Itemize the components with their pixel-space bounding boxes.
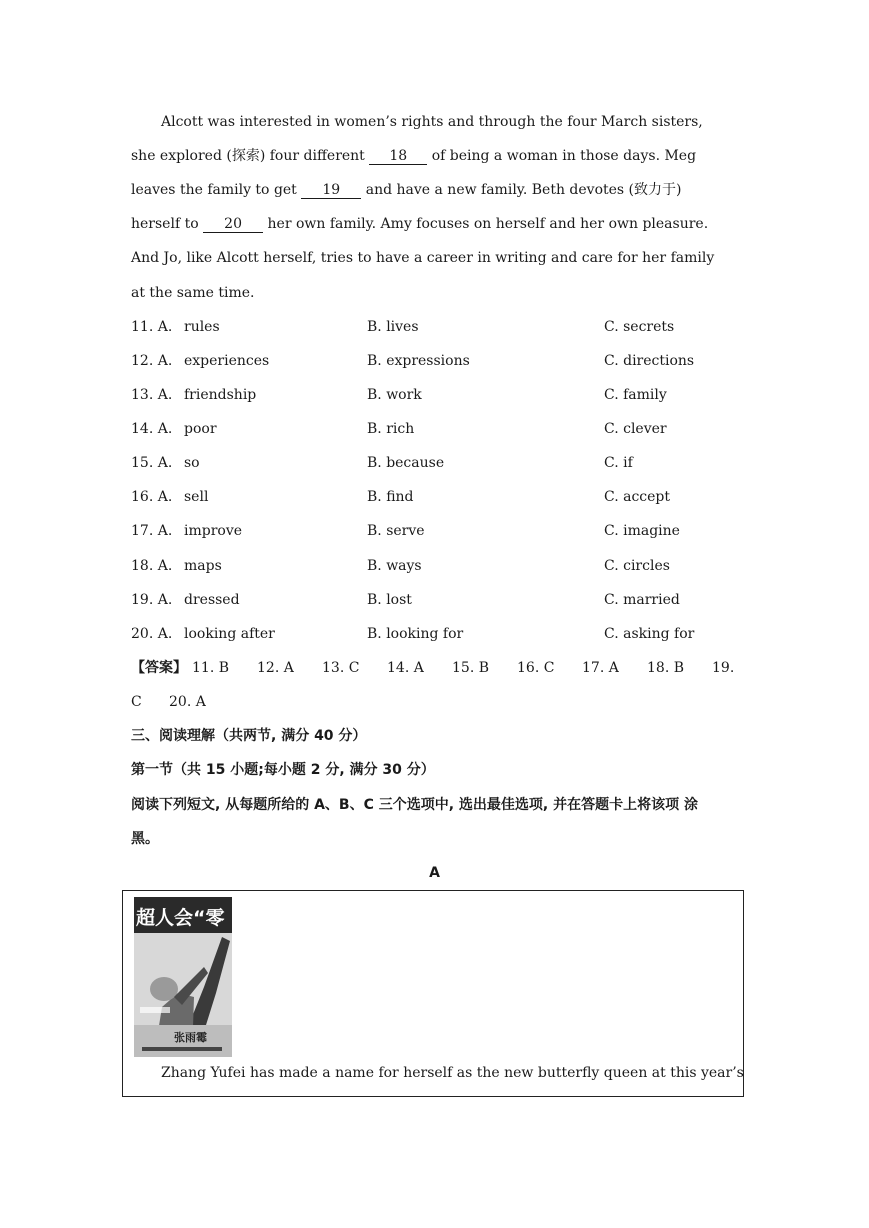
option-a[interactable]: maps	[184, 558, 222, 574]
option-b[interactable]: B. lost	[367, 592, 412, 608]
section-subheading: 第一节（共 15 小题;每小题 2 分, 满分 30 分）	[131, 762, 435, 778]
option-c[interactable]: C. asking for	[604, 626, 695, 642]
instruction-line-2: 黑。	[131, 831, 159, 847]
instruction-line-1: 阅读下列短文, 从每题所给的 A、B、C 三个选项中, 选出最佳选项, 并在答题卡上将该项 涂	[131, 797, 698, 813]
passage-text: herself to	[131, 216, 204, 232]
question-number: 13. A.	[131, 387, 173, 403]
answer-key	[131, 658, 741, 678]
option-b[interactable]: B. rich	[367, 421, 415, 437]
passage-text: she explored (探索) four different	[131, 148, 370, 164]
question-number: 19. A.	[131, 592, 173, 608]
swimmer-photo	[134, 897, 232, 1057]
answer-key-wrap	[131, 692, 741, 712]
option-b[interactable]: B. lives	[367, 319, 419, 335]
answer-item: 17. A	[582, 660, 619, 676]
passage-line-3	[131, 180, 741, 200]
option-row	[131, 487, 741, 507]
option-row	[131, 385, 741, 405]
answer-item: 13. C	[322, 660, 360, 676]
blank-19[interactable]: 19	[301, 182, 361, 199]
question-number: 17. A.	[131, 523, 173, 539]
box-text: Zhang Yufei has made a name for herself as the new butterfly queen at this year’s	[161, 1065, 744, 1081]
passage-text: and have a new family. Beth devotes (致力于)	[361, 182, 682, 198]
option-row	[131, 453, 741, 473]
passage-text: leaves the family to get	[131, 182, 302, 198]
option-c[interactable]: C. secrets	[604, 319, 675, 335]
question-number: 12. A.	[131, 353, 173, 369]
option-row	[131, 419, 741, 439]
photo-banner-text: 超人会“零	[136, 907, 225, 929]
question-number: 14. A.	[131, 421, 173, 437]
question-number: 15. A.	[131, 455, 173, 471]
option-c[interactable]: C. family	[604, 387, 667, 403]
question-number: 18. A.	[131, 558, 173, 574]
option-c[interactable]: C. married	[604, 592, 680, 608]
option-row	[131, 590, 741, 610]
option-row	[131, 351, 741, 371]
option-b[interactable]: B. find	[367, 489, 414, 505]
option-b[interactable]: B. because	[367, 455, 445, 471]
option-row	[131, 624, 741, 644]
reading-box	[122, 890, 744, 1097]
passage-line-4	[131, 214, 741, 234]
photo-caption-text: 张雨霉	[174, 1031, 207, 1044]
option-row	[131, 317, 741, 337]
option-a[interactable]: dressed	[184, 592, 240, 608]
option-b[interactable]: B. ways	[367, 558, 422, 574]
option-c[interactable]: C. accept	[604, 489, 671, 505]
answer-item: 11. B	[192, 660, 230, 676]
answer-item: 12. A	[257, 660, 294, 676]
passage-text: her own family. Amy focuses on herself and her own pleasure.	[263, 216, 709, 232]
answer-item: 16. C	[517, 660, 555, 676]
passage-line-6: at the same time.	[131, 285, 255, 301]
option-a[interactable]: experiences	[184, 353, 270, 369]
section-heading: 三、阅读理解（共两节, 满分 40 分）	[131, 728, 367, 744]
option-c[interactable]: C. imagine	[604, 523, 680, 539]
option-row	[131, 556, 741, 576]
option-c[interactable]: C. if	[604, 455, 633, 471]
question-number: 20. A.	[131, 626, 173, 642]
option-b[interactable]: B. looking for	[367, 626, 464, 642]
passage-line-2	[131, 146, 741, 166]
option-a[interactable]: sell	[184, 489, 209, 505]
option-a[interactable]: improve	[184, 523, 243, 539]
passage-line-1: Alcott was interested in women’s rights and through the four March sisters,	[161, 114, 703, 130]
option-a[interactable]: poor	[184, 421, 217, 437]
passage-label: A	[429, 865, 440, 881]
blank-20[interactable]: 20	[203, 216, 263, 233]
option-a[interactable]: looking after	[184, 626, 275, 642]
option-c[interactable]: C. clever	[604, 421, 667, 437]
answer-item: C	[131, 694, 142, 710]
answer-item: 19.	[712, 660, 735, 676]
answer-item: 18. B	[647, 660, 685, 676]
passage-text: of being a woman in those days. Meg	[427, 148, 697, 164]
answer-item: 14. A	[387, 660, 424, 676]
question-number: 11. A.	[131, 319, 173, 335]
option-a[interactable]: so	[184, 455, 200, 471]
option-b[interactable]: B. work	[367, 387, 422, 403]
option-b[interactable]: B. serve	[367, 523, 425, 539]
option-b[interactable]: B. expressions	[367, 353, 470, 369]
option-c[interactable]: C. circles	[604, 558, 670, 574]
answer-item: 15. B	[452, 660, 490, 676]
option-row	[131, 521, 741, 541]
option-a[interactable]: rules	[184, 319, 220, 335]
option-c[interactable]: C. directions	[604, 353, 695, 369]
swimmer-image	[134, 897, 232, 1057]
answer-item: 20. A	[169, 694, 206, 710]
question-number: 16. A.	[131, 489, 173, 505]
blank-18[interactable]: 18	[369, 148, 427, 165]
option-a[interactable]: friendship	[184, 387, 257, 403]
passage-line-5: And Jo, like Alcott herself, tries to have a career in writing and care for her family	[131, 250, 715, 266]
answer-label: 【答案】	[131, 660, 187, 676]
